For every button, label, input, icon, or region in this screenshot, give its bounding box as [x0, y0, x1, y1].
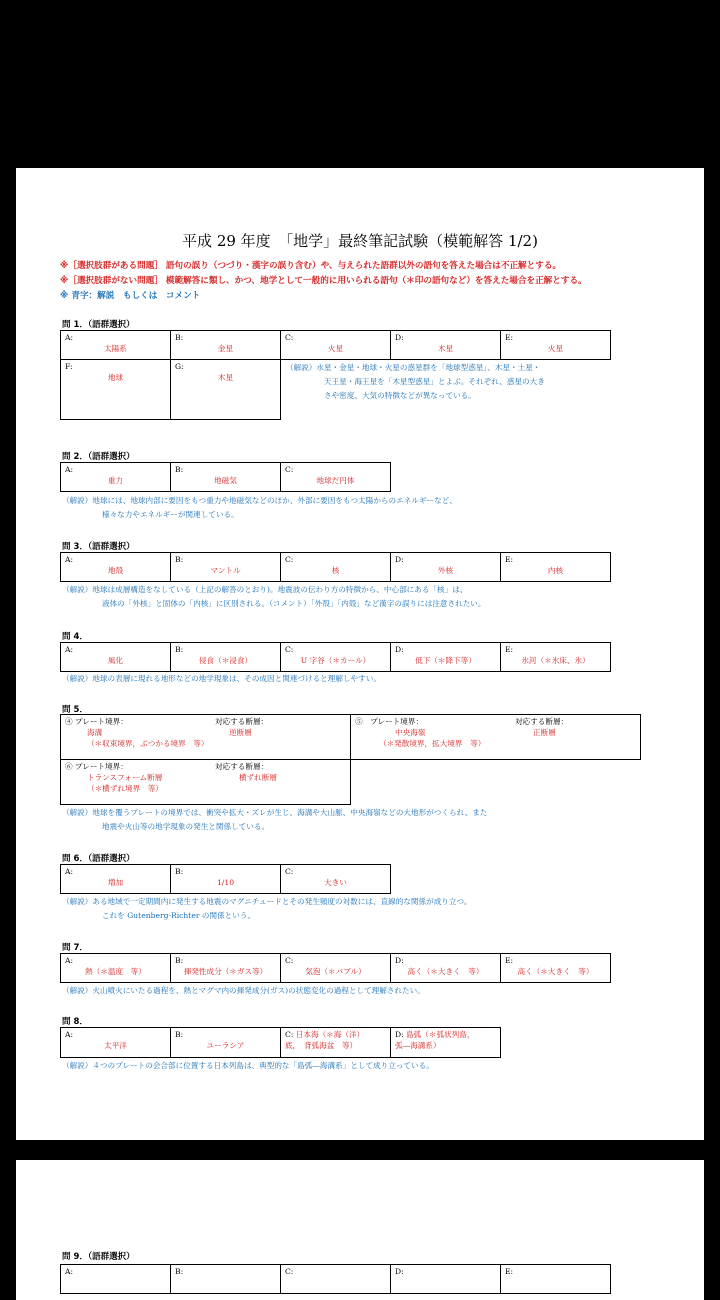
q1-answer-table	[60, 330, 611, 360]
q5-explanation: （解説）地球を覆うプレートの境界では、衝突や拡大・ズレが生じ、海溝や大山脈、中央海嶺などの大地形がつくられ、また 地震や火山等の地学現象の発生と関係している。	[62, 808, 488, 831]
q6-explanation: （解説）ある地域で一定期間内に発生する地震のマグニチュードとその発生頻度の対数には、直線的な関係が成り立つ。 これを Gutenberg-Richter の関係という。	[62, 897, 472, 920]
q6-cell-a: A: 増加	[61, 865, 171, 894]
q9-cell-b: B:	[171, 1265, 281, 1294]
q4-cell-c: C: U 字谷（＊カール）	[281, 643, 391, 672]
q9-heading: 問 9．（語群選択）	[62, 1252, 135, 1262]
q9-cell-a: A:	[61, 1265, 171, 1294]
q7-answer-table	[60, 953, 611, 983]
q5-answer-table	[60, 714, 641, 805]
q2-cell-a: A: 重力	[61, 463, 171, 492]
q9-cell-d: D:	[391, 1265, 501, 1294]
q3-cell-b: B: マントル	[171, 553, 281, 582]
q2-cell-c: C: 地球だ円体	[281, 463, 391, 492]
q4-heading: 問 4．	[62, 632, 88, 642]
q3-cell-c: C: 核	[281, 553, 391, 582]
q7-cell-c: C: 気泡（＊バブル）	[281, 954, 391, 983]
q3-answer-table	[60, 552, 611, 582]
q1-cell-d: D: 木星	[391, 331, 501, 360]
q9-cell-e: E:	[501, 1265, 611, 1294]
q9-cell-c: C:	[281, 1265, 391, 1294]
q4-cell-d: D: 低下（＊降下等）	[391, 643, 501, 672]
q5-cell-4: ④ プレート境界： 対応する断層： 海溝 逆断層 （＊収束境界，ぶつかる境界 等）	[61, 715, 351, 760]
q7-cell-a: A: 熱（＊温度 等）	[61, 954, 171, 983]
q8-cell-d: D: 島弧（＊弧状列島， 弧―海溝系）	[391, 1028, 501, 1058]
q3-heading: 問 3．（語群選択）	[62, 542, 135, 552]
q1-cell-b: B: 金星	[171, 331, 281, 360]
q2-heading: 問 2．（語群選択）	[62, 452, 135, 462]
q7-explanation: （解説）火山噴火にいたる過程を、熱とマグマ内の揮発成分(ガス)の状態変化の過程として理解されたい。	[62, 986, 425, 995]
q1-heading: 問 1．（語群選択）	[62, 320, 135, 330]
q3-cell-d: D: 外核	[391, 553, 501, 582]
q1-cell-a: A: 太陽系	[61, 331, 171, 360]
q4-cell-b: B: 侵食（＊浸食）	[171, 643, 281, 672]
q1-cell-g: G: 木星	[171, 360, 281, 420]
q7-cell-b: B: 揮発性成分（＊ガス等）	[171, 954, 281, 983]
q8-cell-b: B: ユーラシア	[171, 1028, 281, 1058]
q2-answer-table	[60, 462, 391, 492]
q6-heading: 問 6．（語群選択）	[62, 854, 135, 864]
q3-cell-e: E: 内核	[501, 553, 611, 582]
q5-cell-6: ⑥ プレート境界： 対応する断層： トランスフォーム断層 横ずれ断層 （＊横ずれ境界 等）	[61, 760, 351, 805]
q3-cell-a: A: 地殻	[61, 553, 171, 582]
q8-explanation: （解説）４つのプレートの会合部に位置する日本列島は、典型的な「島弧―海溝系」として成り立っている。	[62, 1061, 434, 1070]
q1-explanation: （解説）水星・金星・地球・火星の惑星群を「地球型惑星」、木星・土星・ 天王星・海王星を「木星型惑星」とよぶ。それぞれ、惑星の大き さや密度、大気の特徴などが異なっている。	[286, 363, 545, 400]
q5-cell-5: ⑤ プレート境界： 対応する断層： 中央海嶺 正断層 （＊発散境界，拡大境界 等）	[351, 715, 641, 760]
answer-sheet-page-2	[16, 1160, 704, 1300]
q4-cell-e: E: 氷河（＊氷床、氷）	[501, 643, 611, 672]
q8-heading: 問 8．	[62, 1017, 88, 1027]
grading-note-1: ※［選択肢群がある問題］ 語句の誤り（つづり・漢字の誤り含む）や、与えられた語群以外の語句を答えた場合は不正解とする。	[60, 261, 562, 271]
q6-answer-table	[60, 864, 391, 894]
answer-sheet-page-1	[16, 168, 704, 1140]
q6-cell-c: C: 大きい	[281, 865, 391, 894]
q8-cell-a: A: 太平洋	[61, 1028, 171, 1058]
q4-explanation: （解説）地球の表層に現れる地形などの地学現象は、その成因と関連づけると理解しやすい。	[62, 674, 381, 683]
q8-cell-c: C: 日本海（＊海（洋） 底， 背弧海盆 等）	[281, 1028, 391, 1058]
q9-answer-table	[60, 1264, 611, 1294]
page-title: 平成 29 年度 「地学」最終筆記試験（模範解答 1/2)	[182, 232, 538, 250]
q1-cell-e: E: 火星	[501, 331, 611, 360]
q7-cell-d: D: 高く（＊大きく 等）	[391, 954, 501, 983]
q1-cell-c: C: 火星	[281, 331, 391, 360]
q1-answer-table-row2	[60, 359, 281, 420]
q4-cell-a: A: 風化	[61, 643, 171, 672]
q2-explanation: （解説）地球には、地球内部に要因をもつ重力や地磁気などのほか、外部に要因をもつ太陽からのエネルギーなど、 様々な力やエネルギーが関連している。	[62, 496, 457, 519]
q2-cell-b: B: 地磁気	[171, 463, 281, 492]
q5-empty-cell	[351, 760, 641, 805]
q4-answer-table	[60, 642, 611, 672]
grading-note-2: ※［選択肢群がない問題］ 模範解答に類し、かつ、地学として一般的に用いられる語句（＊印の語句など）を答えた場合を正解とする。	[60, 276, 587, 286]
q7-heading: 問 7．	[62, 943, 88, 953]
color-legend-note: ※ 青字：解説 もしくは コメント	[60, 291, 201, 301]
q5-heading: 問 5．	[62, 705, 88, 715]
q7-cell-e: E: 高く（＊大きく 等）	[501, 954, 611, 983]
q6-cell-b: B: 1/10	[171, 865, 281, 894]
q8-answer-table	[60, 1027, 501, 1058]
q1-cell-f: F: 地球	[61, 360, 171, 420]
q3-explanation: （解説）地球は成層構造をなしている（上記の解答のとおり)。地震波の伝わり方の特徴から、中心部にある「核」は、 液体の「外核」と固体の「内核」に区別される。（コメント）「外殻」「内殻」など漢字の誤りには注意されたい。	[62, 585, 486, 608]
